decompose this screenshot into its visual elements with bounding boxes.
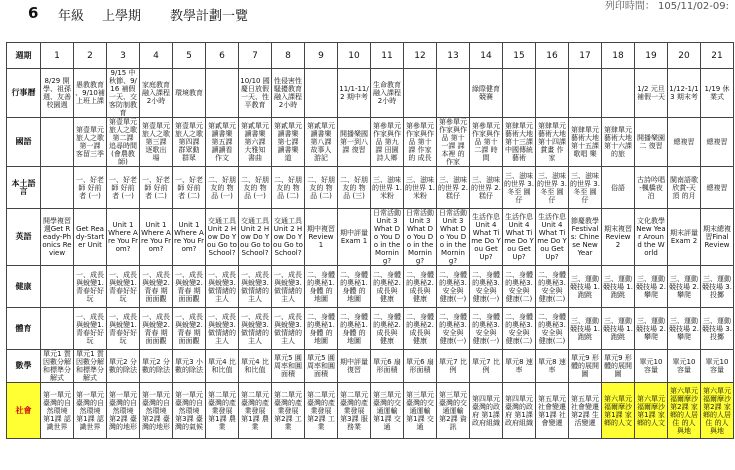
plan-cell bbox=[41, 266, 74, 308]
week-number: 18 bbox=[602, 43, 635, 69]
week-number: 15 bbox=[503, 43, 536, 69]
plan-cell: 單元8 速率 bbox=[503, 350, 536, 383]
plan-cell: 愚教教育 、9/10補上班上課 bbox=[74, 69, 107, 118]
plan-cell: 9/15 中秋節、9/16 補假一天、交 客防制教育 bbox=[107, 69, 140, 118]
plan-cell: 交通工具 Unit 2 How Do You Go to School? bbox=[272, 209, 305, 266]
subject-name: 健康 bbox=[7, 266, 41, 308]
plan-cell: 二、身體 的奧秘3.安全與 健康(二) bbox=[536, 266, 569, 308]
plan-cell bbox=[404, 69, 437, 118]
plan-cell: 一、成長 與蛻變2.青春 期面面觀 bbox=[173, 266, 206, 308]
plan-cell: 生命教育 融入課程 2小時 bbox=[371, 69, 404, 118]
plan-cell: 第四單元 臺灣的政府 第1課 政府組織 bbox=[470, 383, 503, 439]
week-number: 19 bbox=[635, 43, 668, 69]
plan-cell: 三、運動 競技場 2.攀爬 bbox=[635, 266, 668, 308]
plan-cell: 單元5 圓周率和圓面積 bbox=[305, 350, 338, 383]
plan-cell: 10/10 國慶日放假一天、性平教育 bbox=[239, 69, 272, 118]
plan-cell: 一、好老 師 好前 者 (二) bbox=[173, 167, 206, 209]
week-number: 14 bbox=[470, 43, 503, 69]
plan-cell: 二、身體 的奧秘3.安全與 健康(一) bbox=[437, 266, 470, 308]
plan-cell: 二、身體 的奧秘3.安全與 健康(二) bbox=[503, 266, 536, 308]
grade-label: 年級 bbox=[58, 9, 85, 24]
plan-cell: 節慶教學 Festivals: Chinese New Year bbox=[569, 209, 602, 266]
plan-cell: 單元2 分數的除法 bbox=[140, 350, 173, 383]
plan-cell: 二、好朋 友的 物品 (二) bbox=[305, 167, 338, 209]
plan-cell: 三、運動 競技場 1.跑跳 bbox=[602, 266, 635, 308]
subject-row bbox=[7, 350, 734, 383]
week-number: 10 bbox=[338, 43, 371, 69]
plan-cell: 一、成長 與蛻變3.做情緒的主人 bbox=[206, 266, 239, 308]
plan-cell bbox=[536, 69, 569, 118]
plan-cell: 期中評量 Exam 1 bbox=[338, 209, 371, 266]
plan-cell: 8/29 開學、祖孫週、友善校園週 bbox=[41, 69, 74, 118]
plan-cell: Unit 1 Where Are You From? bbox=[173, 209, 206, 266]
week-header-label: 週期 bbox=[7, 43, 41, 69]
page-header bbox=[0, 0, 735, 30]
plan-cell: 期末總複 習Final Review bbox=[701, 209, 734, 266]
plan-cell: Unit 1 Where Are You From? bbox=[140, 209, 173, 266]
plan-cell bbox=[206, 69, 239, 118]
plan-cell: 第參單元 作家與作品 第十二課 時 間 bbox=[470, 118, 503, 167]
plan-cell bbox=[503, 69, 536, 118]
plan-cell: 單元5 圓周率和圓面積 bbox=[272, 350, 305, 383]
week-number: 4 bbox=[140, 43, 173, 69]
plan-cell: 一、成長 與蛻變2.青春 期面面觀 bbox=[173, 308, 206, 350]
plan-cell: 第參單元 作家與作品 第十一課 課本裡 的作家 bbox=[437, 118, 470, 167]
plan-cell: 單元10 容量 bbox=[635, 350, 668, 383]
plan-cell: 一、成長 與蛻變3.做情緒的主人 bbox=[206, 308, 239, 350]
week-number: 3 bbox=[107, 43, 140, 69]
plan-cell: 三、滋味 的世界 3.冬至 圓仔 bbox=[536, 167, 569, 209]
plan-cell: 二、好朋 友的 物品 (二) bbox=[272, 167, 305, 209]
plan-cell: 三、運動 競技場 3.投擲 bbox=[701, 308, 734, 350]
plan-cell: 二、身體 的奧秘2.成長與 健康 bbox=[404, 266, 437, 308]
plan-cell: 二、身體 的奧秘2.成長與 健康 bbox=[371, 266, 404, 308]
week-number: 17 bbox=[569, 43, 602, 69]
plan-cell: 一、成長 與蛻變3.做情緒的主人 bbox=[239, 266, 272, 308]
plan-cell: 第五單元 社會變遷 第1課 社會變遷 bbox=[536, 383, 569, 439]
plan-cell: 開播樂園 二 復習 bbox=[635, 118, 668, 167]
subject-name: 國語 bbox=[7, 118, 41, 167]
plan-cell: 第五單元 社會變遷 第2課 生活變遷 bbox=[569, 383, 602, 439]
week-number: 6 bbox=[206, 43, 239, 69]
plan-cell: 一、成長 與蛻變3.做情緒的主人 bbox=[272, 266, 305, 308]
plan-cell: 生活作息 Unit 4 What Time Do You Get Up? bbox=[503, 209, 536, 266]
plan-cell bbox=[305, 69, 338, 118]
plan-cell: 二、身體 的奧秘3.安全與 健康(二) bbox=[503, 308, 536, 350]
print-time: 列印時間： 105/11/02-09: bbox=[604, 1, 729, 12]
plan-cell: 單元1 質因數分解和標準分 解式 bbox=[74, 350, 107, 383]
plan-cell bbox=[41, 308, 74, 350]
plan-cell: 第貳單元 讀書樂 第五課 讀讀看 作文 bbox=[206, 118, 239, 167]
plan-cell: 一、好老 師 好前 者 (一) bbox=[107, 167, 140, 209]
plan-cell: Unit 1 Where Are You From? bbox=[107, 209, 140, 266]
plan-cell: 二、好朋 友的 物品 (一) bbox=[239, 167, 272, 209]
plan-cell: 二、身體 的奧秘1.身體 的地圖 bbox=[338, 266, 371, 308]
plan-cell: 1/12-1/13 期末考 bbox=[668, 69, 701, 118]
plan-cell: 第貳單元 讀書樂 第七課 讀書樂 道 bbox=[272, 118, 305, 167]
plan-cell: 一、好老 師 好前 者 (一) bbox=[74, 167, 107, 209]
plan-cell: 第肆單元 藝術大地 第十四課 賞畫 作家 bbox=[536, 118, 569, 167]
plan-cell: 閩南語歌 欣賞-天頂 的月 bbox=[668, 167, 701, 209]
week-number: 9 bbox=[305, 43, 338, 69]
plan-cell: 第六單元 福爾摩沙 第2課 家鄉的人居住 的人與地 bbox=[668, 383, 701, 439]
plan-cell: 第六單元 福爾摩沙 第1課 家鄉的人文 bbox=[602, 383, 635, 439]
plan-cell: 二、身體 的奧秘1.身體 的地圖 bbox=[305, 266, 338, 308]
plan-cell: 單元9 形體的展開圖 bbox=[602, 350, 635, 383]
plan-cell: 開學複習 週Get Ready-Phonics Review bbox=[41, 209, 74, 266]
plan-cell: 單元3 小數的除法 bbox=[173, 350, 206, 383]
plan-cell: 第壹單元 旅人之歌 第四課 群眾動 群眾 bbox=[173, 118, 206, 167]
plan-cell: 第參單元 作家與作品 第九課 田園詩人鄉 bbox=[371, 118, 404, 167]
plan-cell: 第一單元 臺灣的自然環境 第1課 認識世界 bbox=[41, 383, 74, 439]
plan-cell: 第壹單元 旅人之歌 第一課 客留三季 bbox=[74, 118, 107, 167]
plan-cell: 日常活動 Unit 3 What Do You Do in the Morning? bbox=[371, 209, 404, 266]
plan-cell: 古詩吟唱 -楓橋夜泊 bbox=[635, 167, 668, 209]
plan-cell: 一、成長 與蛻變3.做情緒的主人 bbox=[272, 308, 305, 350]
subject-row bbox=[7, 118, 734, 167]
week-number: 12 bbox=[404, 43, 437, 69]
semester-label: 上學期 bbox=[102, 9, 142, 24]
plan-cell: 三、運動 競技場 2.攀爬 bbox=[668, 266, 701, 308]
plan-cell: 綠際健育 競賽 bbox=[470, 69, 503, 118]
subject-name: 行事曆 bbox=[7, 69, 41, 118]
plan-cell bbox=[437, 69, 470, 118]
week-number: 7 bbox=[239, 43, 272, 69]
week-number: 13 bbox=[437, 43, 470, 69]
plan-cell: 二、身體 的奧秘1.身體 的地圖 bbox=[305, 308, 338, 350]
subject-row bbox=[7, 266, 734, 308]
plan-cell: 日常活動 Unit 3 What Do You Do in the Morning? bbox=[437, 209, 470, 266]
page-title: 教學計劃一覽 bbox=[170, 9, 249, 24]
week-number: 11 bbox=[371, 43, 404, 69]
plan-cell: 俗語 bbox=[602, 167, 635, 209]
plan-cell: 1/19 休業式 bbox=[701, 69, 734, 118]
plan-cell: 三、運動 競技場 2.攀爬 bbox=[668, 308, 701, 350]
plan-cell: 二、身體 的奧秘3.安全與 健康(一) bbox=[437, 308, 470, 350]
plan-cell: 期中複習 Review 1 bbox=[305, 209, 338, 266]
plan-cell: 二、身體 的奧秘2.成長與 健康 bbox=[371, 308, 404, 350]
subject-name: 數學 bbox=[7, 350, 41, 383]
plan-cell: 期末複習 Review 2 bbox=[602, 209, 635, 266]
plan-cell: 第四單元 臺灣的政府 第1課 政府組織 bbox=[503, 383, 536, 439]
plan-cell: 三、運動 競技場 1.跑跳 bbox=[569, 266, 602, 308]
plan-cell: 總複習 bbox=[668, 118, 701, 167]
plan-cell: 二、身體 的奧秘3.安全與 健康(二) bbox=[536, 308, 569, 350]
plan-cell: 總複習 bbox=[701, 167, 734, 209]
plan-cell: 環境教育 bbox=[173, 69, 206, 118]
plan-cell: 家庭教育 融入課程 2小時 bbox=[140, 69, 173, 118]
plan-cell: 三、運動 競技場 1.跑跳 bbox=[569, 308, 602, 350]
plan-cell: 三、滋味 的世界 3.冬至 圓仔 bbox=[503, 167, 536, 209]
plan-cell: 第二單元 臺灣的產業發展 第2課 工業 bbox=[305, 383, 338, 439]
subject-name: 社會 bbox=[7, 383, 41, 439]
plan-cell: 一、成長 與蛻變2.青春 期面面觀 bbox=[140, 266, 173, 308]
teaching-plan-table bbox=[6, 42, 730, 470]
week-number: 2 bbox=[74, 43, 107, 69]
subject-row bbox=[7, 167, 734, 209]
plan-cell: 第肆單元 藝術大地 第十六課 的旅 bbox=[602, 118, 635, 167]
plan-cell: 三、運動 競技場 1.跑跳 bbox=[602, 308, 635, 350]
plan-cell: 單元4 比和比值 bbox=[206, 350, 239, 383]
plan-cell: 第三單元 臺灣的交通運輸 第2課 資訊 bbox=[437, 383, 470, 439]
plan-cell: 二、身體 的奧秘2.成長與 健康 bbox=[404, 308, 437, 350]
plan-cell: 第一單元 臺灣的自然環境 第1課 認識世界 bbox=[74, 383, 107, 439]
plan-cell: 三、滋味 的世界 1.米粉 bbox=[371, 167, 404, 209]
week-number: 5 bbox=[173, 43, 206, 69]
plan-cell: 單元7 比例 bbox=[437, 350, 470, 383]
plan-cell: 二、身體 的奧秘1.身體 的地圖 bbox=[338, 308, 371, 350]
plan-cell: 第一單元 臺灣的自然環境 第2課 臺灣的地形 bbox=[140, 383, 173, 439]
plan-cell: 三、滋味 的世界 1.米粉 bbox=[404, 167, 437, 209]
plan-cell: 第二單元 臺灣的產業發展 第3課 服務業 bbox=[338, 383, 371, 439]
plan-cell: 單元6 扇形面積 bbox=[404, 350, 437, 383]
plan-cell: 1/2 元旦補假一天 bbox=[635, 69, 668, 118]
plan-cell: 一、成長 與蛻變1.青春好好 玩 bbox=[107, 266, 140, 308]
plan-cell: 第壹單元 旅人之歌 第三課 逐歌出 場 bbox=[140, 118, 173, 167]
plan-cell: 單元2 分數的除法 bbox=[107, 350, 140, 383]
week-number: 1 bbox=[41, 43, 74, 69]
plan-cell: 一、成長 與蛻變3.做情緒的主人 bbox=[239, 308, 272, 350]
plan-cell: 一、成長 與蛻變1.青春好好 玩 bbox=[74, 266, 107, 308]
plan-cell: 二、身體 的奧秘3.安全與 健康(一) bbox=[470, 308, 503, 350]
week-number: 21 bbox=[701, 43, 734, 69]
plan-cell: 期中評量 復習 bbox=[338, 350, 371, 383]
plan-cell: 第肆單元 藝術大地 第十五課 歌唱 樂 bbox=[569, 118, 602, 167]
plan-cell: 二、身體 的奧秘3.安全與 健康(一) bbox=[470, 266, 503, 308]
plan-cell: 第六單元 福爾摩沙 第2課 家鄉的人居住 的人與地 bbox=[701, 383, 734, 439]
plan-cell: 三、滋味 的世界 2.糕仔 bbox=[437, 167, 470, 209]
week-header-row bbox=[7, 43, 734, 69]
plan-cell: 第三單元 臺灣的交通運輸 第1課 交通 bbox=[404, 383, 437, 439]
subject-name: 本土語言 bbox=[7, 167, 41, 209]
plan-cell: 11/1-11/2 期中考 bbox=[338, 69, 371, 118]
plan-cell: 第一單元 臺灣的自然環境 第3課 臺灣的氣候 bbox=[173, 383, 206, 439]
plan-cell: 單元8 速率 bbox=[536, 350, 569, 383]
plan-cell: 生活作息 Unit 4 What Time Do You Get Up? bbox=[470, 209, 503, 266]
plan-cell: 一、好老 師 好前 者 (二) bbox=[140, 167, 173, 209]
plan-cell: 總複習 bbox=[701, 118, 734, 167]
plan-cell bbox=[602, 69, 635, 118]
plan-cell: 一、成長 與蛻變2.青春 期面面觀 bbox=[140, 308, 173, 350]
plan-cell: 三、運動 競技場 3.投擲 bbox=[701, 266, 734, 308]
plan-cell: 第參單元 作家與作品 第十課 作家的 成長 bbox=[404, 118, 437, 167]
plan-cell: 性侵害性 騷擾教育融入課程 2小時 bbox=[272, 69, 305, 118]
plan-cell: 二、好朋 友的 物品 (一) bbox=[206, 167, 239, 209]
plan-cell: 單元4 比和比值 bbox=[239, 350, 272, 383]
subject-row bbox=[7, 308, 734, 350]
plan-cell: 一、成長 與蛻變1.青春好好 玩 bbox=[74, 308, 107, 350]
subject-row bbox=[7, 383, 734, 439]
plan-cell: 三、滋味 的世界 3.冬至 圓仔 bbox=[569, 167, 602, 209]
plan-cell: 二、好朋 友的 物品 (三) bbox=[338, 167, 371, 209]
subject-row bbox=[7, 69, 734, 118]
plan-cell: 交通工具 Unit 2 How Do You Go to School? bbox=[239, 209, 272, 266]
plan-cell: 單元10 容量 bbox=[701, 350, 734, 383]
subject-name: 體育 bbox=[7, 308, 41, 350]
plan-cell bbox=[41, 118, 74, 167]
plan-cell: Get Ready-Starter Unit bbox=[74, 209, 107, 266]
plan-cell: 三、滋味 的世界 2.糕仔 bbox=[470, 167, 503, 209]
grade-number: 6 bbox=[28, 4, 39, 22]
plan-cell: 第一單元 臺灣的自然環境 第2課 臺灣的地形 bbox=[107, 383, 140, 439]
subject-name: 英語 bbox=[7, 209, 41, 266]
plan-cell: 文化教學 New Year Around the World bbox=[635, 209, 668, 266]
week-number: 8 bbox=[272, 43, 305, 69]
plan-cell: 三、運動 競技場 2.攀爬 bbox=[635, 308, 668, 350]
plan-cell: 第二單元 臺灣的產業發展 第1課 農業 bbox=[206, 383, 239, 439]
week-number: 16 bbox=[536, 43, 569, 69]
plan-cell bbox=[41, 167, 74, 209]
plan-cell: 單元7 比例 bbox=[470, 350, 503, 383]
plan-cell: 第二單元 臺灣的產業發展 第2課 工業 bbox=[272, 383, 305, 439]
subject-row bbox=[7, 209, 734, 266]
plan-cell: 第六單元 福爾摩沙 第1課 家鄉的人文 bbox=[635, 383, 668, 439]
week-number: 20 bbox=[668, 43, 701, 69]
plan-cell: 第貳單元 讀書樂 第六課 大雅知 書曲 bbox=[239, 118, 272, 167]
plan-cell: 一、成長 與蛻變1.青春好好 玩 bbox=[107, 308, 140, 350]
plan-cell: 第三單元 臺灣的交通運輸 第1課 交通 bbox=[371, 383, 404, 439]
plan-cell: 第壹單元 旅人之歌 第二課 追尋時間 (會農教師) bbox=[107, 118, 140, 167]
plan-cell: 日常活動 Unit 3 What Do You Do in the Morning? bbox=[404, 209, 437, 266]
plan-cell: 期末評量 Exam 2 bbox=[668, 209, 701, 266]
plan-cell: 單元6 扇形面積 bbox=[371, 350, 404, 383]
plan-cell: 第貳單元 讀書樂 第八課 故事人 游記 bbox=[305, 118, 338, 167]
plan-cell: 第二單元 臺灣的產業發展 第1課 農業 bbox=[239, 383, 272, 439]
plan-cell: 生活作息 Unit 4 What Time Do You Get Up? bbox=[536, 209, 569, 266]
plan-cell: 開播樂國 第一到八課 復習 bbox=[338, 118, 371, 167]
plan-cell: 單元10 容量 bbox=[668, 350, 701, 383]
plan-cell: 交通工具 Unit 2 How Do You Go to School? bbox=[206, 209, 239, 266]
plan-cell: 單元1 質因數分解和標準分 解式 bbox=[41, 350, 74, 383]
plan-cell bbox=[569, 69, 602, 118]
plan-cell: 第肆單元 藝術大地 第十三課 中國傳統藝術 bbox=[503, 118, 536, 167]
plan-cell: 單元9 形體的展開圖 bbox=[569, 350, 602, 383]
